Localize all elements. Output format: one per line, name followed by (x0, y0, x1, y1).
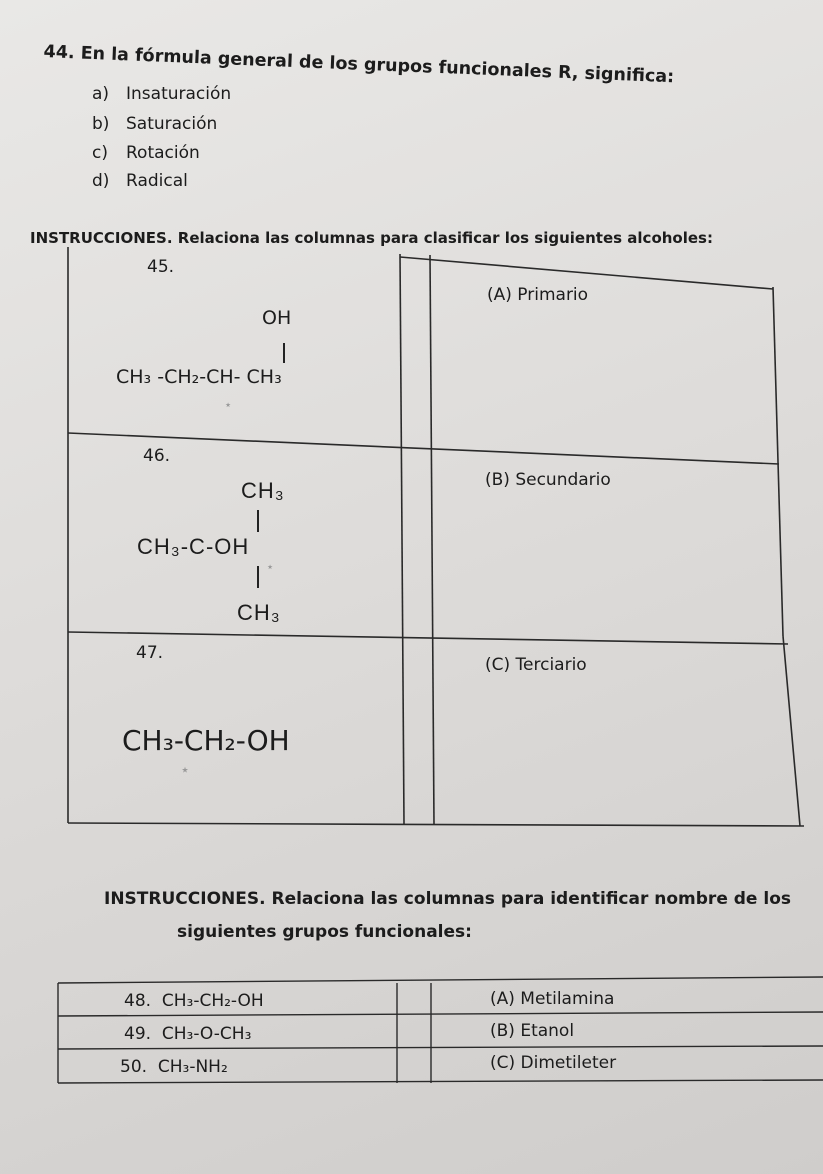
row-50-number: 50. (120, 1057, 148, 1077)
item-46-top-methyl: CH₃ (241, 478, 285, 503)
option-b-text: Saturación (126, 114, 218, 134)
item-46-main-chain: CH₃-C-OH (137, 534, 250, 559)
item-47-number: 47. (136, 643, 164, 663)
star-mark-icon: ⋆ (266, 560, 275, 575)
item-46-top-bond (257, 510, 259, 532)
option-c-text: Rotación (126, 143, 200, 163)
item-45-formula: CH₃ -CH₂-CH- CH₃ (116, 366, 282, 388)
row-49-formula (124, 1024, 251, 1044)
row-50-formula (120, 1057, 228, 1077)
section2-instruction-line1: INSTRUCCIONES. Relaciona las columnas para identificar nombre de los (104, 889, 792, 909)
row-49-number: 49. (124, 1024, 152, 1044)
answer-dimetileter[interactable]: (C) Dimetileter (490, 1053, 617, 1073)
answer-primario[interactable]: (A) Primario (487, 285, 589, 305)
answer-etanol[interactable]: (B) Etanol (490, 1021, 575, 1041)
row-48-formula (124, 991, 264, 1011)
star-mark-icon: ⋆ (180, 760, 191, 779)
option-d-key: d) (92, 171, 110, 191)
row-49-compound: CH₃-O-CH₃ (161, 1024, 252, 1044)
question-44-stem: 44. En la fórmula general de los grupos funcionales R, significa: (43, 42, 675, 88)
option-d-text: Radical (126, 171, 188, 191)
option-a-key: a) (92, 84, 110, 104)
section1-instruction: INSTRUCCIONES. Relaciona las columnas para clasificar los siguientes alcoholes: (30, 229, 713, 247)
item-47-formula: CH₃-CH₂-OH (122, 724, 290, 757)
row-50-compound: CH₃-NH₂ (157, 1057, 228, 1077)
star-mark-icon: ⋆ (224, 398, 233, 413)
answer-terciario[interactable]: (C) Terciario (485, 655, 587, 675)
item-46-number: 46. (143, 446, 171, 466)
answer-secundario[interactable]: (B) Secundario (485, 470, 611, 490)
row-48-compound: CH₃-CH₂-OH (161, 991, 264, 1011)
item-45-number: 45. (147, 257, 175, 277)
item-45-bond (283, 343, 285, 363)
option-c-key: c) (92, 143, 108, 163)
option-a-text: Insaturación (126, 84, 232, 104)
answer-metilamina[interactable]: (A) Metilamina (490, 989, 615, 1009)
row-48-number: 48. (124, 991, 152, 1011)
item-46-bottom-bond (257, 566, 259, 588)
item-45-oh: OH (262, 307, 292, 329)
item-46-bottom-methyl: CH₃ (237, 600, 281, 625)
section2-instruction-line2: siguientes grupos funcionales: (177, 922, 472, 942)
option-b-key: b) (92, 114, 110, 134)
